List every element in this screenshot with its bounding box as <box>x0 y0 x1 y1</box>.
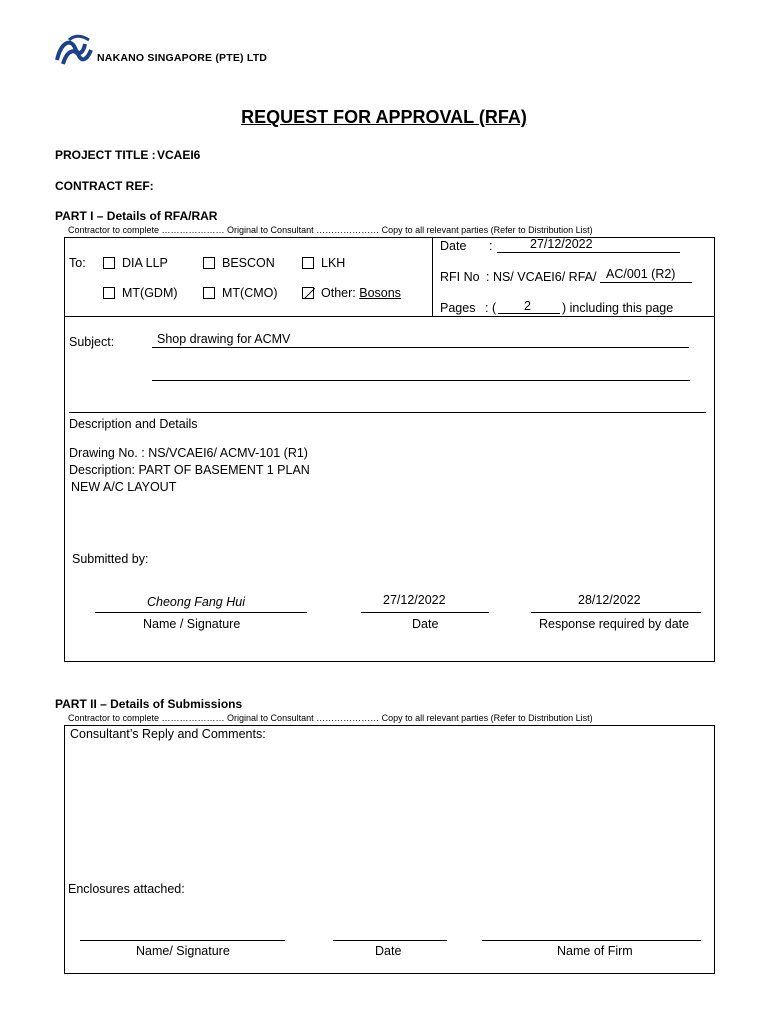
description-heading: Description and Details <box>69 417 198 431</box>
date-underline <box>497 252 680 253</box>
signatory-name: Cheong Fang Hui <box>147 595 245 609</box>
description-line-2: NEW A/C LAYOUT <box>71 480 177 494</box>
checkbox-icon[interactable] <box>302 257 314 269</box>
part1-row-divider <box>64 316 715 317</box>
pages-label: Pages <box>440 301 476 315</box>
pages-underline <box>498 313 560 314</box>
recipient-label: BESCON <box>222 256 275 270</box>
submit-date-line <box>361 612 489 613</box>
subject-label: Subject: <box>69 335 115 349</box>
rfi-underline <box>600 282 692 283</box>
description-line-1: Description: PART OF BASEMENT 1 PLAN <box>69 463 310 477</box>
date-value: 27/12/2022 <box>530 237 593 251</box>
part1-heading: PART I – Details of RFA/RAR <box>55 209 218 223</box>
checked-checkbox-icon[interactable] <box>302 287 314 299</box>
checkbox-icon[interactable] <box>203 257 215 269</box>
firm-name-line <box>482 940 701 941</box>
company-logo <box>55 34 93 66</box>
drawing-number: Drawing No. : NS/VCAEI6/ ACMV-101 (R1) <box>69 446 308 460</box>
recipient-label: LKH <box>321 256 346 270</box>
date-label: Date <box>440 239 467 253</box>
consultant-signature-line <box>80 940 285 941</box>
recipient-label: MT(GDM) <box>122 286 178 300</box>
subject-line-2 <box>152 380 690 381</box>
rfi-prefix: : NS/ VCAEI6/ RFA/ <box>486 270 597 284</box>
document-title: REQUEST FOR APPROVAL (RFA) <box>241 107 527 127</box>
recipient-dia-llp[interactable] <box>103 256 168 270</box>
part1-distribution-note: Contractor to complete ………………… Original to Consultant ………………… Copy to all relevant parties (Refer to Distribution List) <box>68 225 593 235</box>
company-name: NAKANO SINGAPORE (PTE) LTD <box>97 52 268 64</box>
subject-line-1 <box>152 347 689 348</box>
recipient-label: Other: <box>321 286 356 300</box>
subject-line-3 <box>69 412 706 413</box>
date-separator: : <box>489 239 493 253</box>
name-signature-caption: Name / Signature <box>143 617 241 631</box>
pages-value: 2 <box>524 299 531 313</box>
recipient-other[interactable] <box>302 286 401 300</box>
rfi-number-value: AC/001 (R2) <box>606 267 676 281</box>
to-label: To: <box>69 256 86 270</box>
consultant-date-caption: Date <box>375 944 402 958</box>
recipient-mt-cmo[interactable] <box>203 286 278 300</box>
subject-value: Shop drawing for ACMV <box>157 332 291 346</box>
contract-ref-label: CONTRACT REF: <box>55 179 154 193</box>
consultant-date-line <box>333 940 447 941</box>
pages-suffix: ) including this page <box>562 301 674 315</box>
recipient-mt-gdm[interactable] <box>103 286 178 300</box>
project-title-label: PROJECT TITLE : <box>55 148 156 162</box>
firm-name-caption: Name of Firm <box>557 944 633 958</box>
enclosures-label: Enclosures attached: <box>68 882 185 896</box>
other-recipient-value: Bosons <box>359 286 401 300</box>
checkbox-icon[interactable] <box>203 287 215 299</box>
response-date-caption: Response required by date <box>539 617 690 631</box>
consultant-reply-label: Consultant’s Reply and Comments: <box>70 727 266 741</box>
part2-heading: PART II – Details of Submissions <box>55 697 243 711</box>
checkbox-icon[interactable] <box>103 287 115 299</box>
pages-open: : ( <box>485 301 497 315</box>
checkbox-icon[interactable] <box>103 257 115 269</box>
project-title-value: VCAEI6 <box>157 148 201 162</box>
recipient-label: DIA LLP <box>122 256 168 270</box>
date-caption: Date <box>412 617 439 631</box>
response-date: 28/12/2022 <box>578 593 641 607</box>
recipient-lkh[interactable] <box>302 256 345 270</box>
submitted-by-label: Submitted by: <box>72 552 149 566</box>
part1-column-divider <box>432 237 433 317</box>
part2-distribution-note: Contractor to complete ………………… Original to Consultant ………………… Copy to all relevant parties (Refer to Distribution List) <box>68 713 593 723</box>
response-date-line <box>531 612 701 613</box>
submit-date: 27/12/2022 <box>383 593 446 607</box>
recipient-label: MT(CMO) <box>222 286 278 300</box>
recipient-bescon[interactable] <box>203 256 275 270</box>
signature-line <box>95 612 307 613</box>
rfi-label: RFI No <box>440 270 480 284</box>
part2-box <box>64 725 715 974</box>
consultant-name-signature-caption: Name/ Signature <box>136 944 230 958</box>
